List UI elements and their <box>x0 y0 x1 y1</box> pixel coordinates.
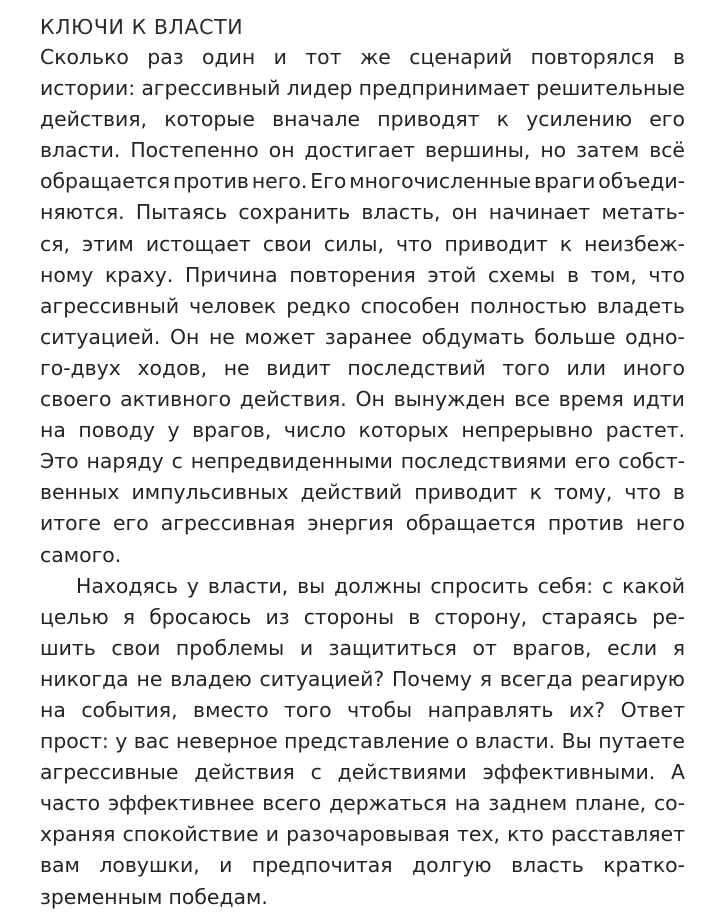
word: со- <box>653 791 685 816</box>
text-line <box>40 197 685 228</box>
word: истории: <box>40 76 136 101</box>
word: неизбеж- <box>584 231 685 256</box>
word: никогда <box>40 666 129 691</box>
word: от <box>472 635 497 660</box>
word: и <box>265 822 279 847</box>
word: врагов, <box>512 635 592 660</box>
word: этой <box>427 262 477 287</box>
word: больше <box>534 324 616 349</box>
text-line <box>40 322 685 353</box>
word: краху. <box>104 262 174 287</box>
word: у <box>167 418 180 443</box>
word: и <box>273 45 287 69</box>
word: в <box>672 45 685 69</box>
word: человек <box>189 293 277 318</box>
text-line <box>40 477 685 508</box>
word: победам. <box>168 884 268 909</box>
word: обращается <box>405 511 536 536</box>
word: не <box>208 324 235 349</box>
word: что <box>624 480 661 505</box>
word: заранее <box>324 324 412 349</box>
word: против <box>173 169 249 194</box>
text-line <box>40 135 685 166</box>
word: активного <box>120 387 232 412</box>
word: все <box>514 387 550 412</box>
text-line <box>40 291 685 322</box>
word: итоге <box>40 511 101 536</box>
word: долгую <box>412 853 492 878</box>
word: всё <box>649 138 685 163</box>
word: него <box>635 511 685 536</box>
word: путаете <box>598 729 685 754</box>
word: что <box>396 231 433 256</box>
word: власти, <box>207 573 289 598</box>
word: целью <box>40 604 109 629</box>
word: которые <box>164 107 255 132</box>
word: решительные <box>536 76 685 101</box>
word: время <box>558 387 624 412</box>
word: в <box>672 480 685 505</box>
word: импульсивных <box>131 480 289 505</box>
word: ловушки, <box>99 853 200 878</box>
word: спросить <box>430 573 529 598</box>
word: у <box>115 729 128 754</box>
word: агрессивный <box>40 293 180 318</box>
word: видит <box>266 355 331 380</box>
word: действиями <box>337 760 467 785</box>
word: из <box>265 604 290 629</box>
word: чтобы <box>347 697 413 722</box>
word: не <box>223 355 250 380</box>
word: реагирую <box>580 666 685 691</box>
word: истощает <box>145 231 251 256</box>
word: к <box>496 107 509 132</box>
word: всего <box>262 791 322 816</box>
word: неверное <box>175 729 278 754</box>
word: шить <box>40 635 96 660</box>
word: Его <box>310 169 347 194</box>
word: расставляет <box>551 822 685 847</box>
text-line <box>40 757 685 788</box>
word: Ответ <box>620 697 685 722</box>
word: и <box>219 853 233 878</box>
word: агрессивные <box>40 760 179 785</box>
word: тому, <box>554 480 613 505</box>
paragraph-2 <box>40 571 685 913</box>
text-line <box>40 602 685 633</box>
word: него. <box>251 169 308 194</box>
word: приводит <box>414 480 518 505</box>
word: один <box>202 45 256 69</box>
text-line <box>40 260 685 291</box>
word: и <box>299 635 314 660</box>
word: повторялся <box>530 45 655 69</box>
word: действия, <box>40 107 148 132</box>
word: вам <box>40 853 80 878</box>
text-line <box>40 166 685 197</box>
word: ходов, <box>137 355 208 380</box>
word: заднем <box>488 791 568 816</box>
text-line <box>40 819 685 850</box>
word: вынужден <box>393 387 506 412</box>
word: власть <box>511 853 584 878</box>
word: этим <box>82 231 134 256</box>
word: но <box>540 138 567 163</box>
word: его <box>574 449 611 474</box>
word: Он <box>169 324 200 349</box>
text-line <box>40 695 685 726</box>
word: часто <box>40 791 101 816</box>
word: редко <box>286 293 351 318</box>
text-line <box>40 446 685 477</box>
page-title: КЛЮЧИ К ВЛАСТИ <box>40 15 244 39</box>
text-line <box>40 788 685 819</box>
word: последствиями <box>400 449 567 474</box>
word: схемы <box>487 262 556 287</box>
word: агрессивная <box>160 511 296 536</box>
word: плане, <box>574 791 647 816</box>
word: его <box>649 107 685 132</box>
word: того <box>502 355 550 380</box>
word: ному <box>40 262 94 287</box>
text-line <box>40 73 685 104</box>
word: полностью <box>469 293 587 318</box>
word: Он <box>355 387 385 412</box>
word: бросаюсь <box>149 604 252 629</box>
word: владеть <box>596 293 685 318</box>
word: венных <box>40 480 120 505</box>
word: направлять <box>427 697 554 722</box>
word: непредвиденными <box>190 449 393 474</box>
word: он <box>268 138 295 163</box>
word: агрессивный <box>141 76 281 101</box>
text-line <box>40 571 685 602</box>
word: Сколько <box>40 45 129 69</box>
word: няются. <box>40 200 125 225</box>
word: тот <box>305 45 342 69</box>
word: действия <box>194 760 295 785</box>
word: многочисленные <box>349 169 532 194</box>
word: его <box>112 511 149 536</box>
word: представление <box>284 729 450 754</box>
word: го-двух <box>40 355 121 380</box>
word: на <box>40 418 66 443</box>
word: последствий <box>347 355 486 380</box>
word: Это <box>40 449 79 474</box>
text-line <box>40 229 685 260</box>
word: я <box>479 666 493 691</box>
word: обдумать <box>421 324 525 349</box>
word: к <box>559 231 573 256</box>
word: действия. <box>239 387 347 412</box>
word: Почему <box>392 666 472 691</box>
word: с <box>171 449 183 474</box>
word: в <box>408 604 421 629</box>
word: разочаровывая <box>286 822 450 847</box>
word: обращается <box>40 169 171 194</box>
word: власти. <box>40 138 121 163</box>
word: сохранить <box>238 200 351 225</box>
word: храняя <box>40 822 116 847</box>
word: достигает <box>304 138 416 163</box>
word: свои <box>111 635 161 660</box>
word: начинает <box>488 200 591 225</box>
word: идти <box>632 387 685 412</box>
paragraph-1 <box>40 42 685 571</box>
word: затем <box>576 138 640 163</box>
word: эффективнее <box>107 791 255 816</box>
word: энергия <box>307 511 394 536</box>
text-line <box>40 540 685 571</box>
word: держаться <box>329 791 447 816</box>
word: приводит <box>444 231 548 256</box>
word: число <box>283 418 346 443</box>
word: своего <box>40 387 112 412</box>
word: если <box>607 635 658 660</box>
word: я <box>122 604 136 629</box>
word: я <box>672 635 685 660</box>
document-body <box>40 42 685 913</box>
word: ре- <box>652 604 685 629</box>
word: с <box>602 573 614 598</box>
word: против <box>547 511 624 536</box>
word: спокойствие <box>122 822 259 847</box>
word: их? <box>568 697 606 722</box>
word: Находясь <box>76 573 178 598</box>
word: вершины, <box>425 138 531 163</box>
word: проблемы <box>175 635 285 660</box>
word: растет. <box>605 418 685 443</box>
word: объеди- <box>598 169 685 194</box>
word: того <box>284 697 332 722</box>
word: ситуацией. <box>40 324 161 349</box>
word: силы, <box>323 231 384 256</box>
word: должны <box>334 573 422 598</box>
word: способен <box>360 293 460 318</box>
word: события, <box>81 697 178 722</box>
word: всегда <box>499 666 573 691</box>
word: эффективными. <box>482 760 656 785</box>
word: А <box>671 760 685 785</box>
word: приводят <box>377 107 480 132</box>
word: стараясь <box>541 604 638 629</box>
word: собст- <box>618 449 685 474</box>
word: непрерывно <box>461 418 593 443</box>
word: поводу <box>78 418 155 443</box>
word: в <box>566 262 579 287</box>
word: защититься <box>328 635 457 660</box>
word: усилению <box>526 107 633 132</box>
text-line <box>40 726 685 757</box>
word: врагов, <box>192 418 272 443</box>
word: раз <box>147 45 184 69</box>
word: кто <box>507 822 544 847</box>
word: он <box>451 200 478 225</box>
word: предпочитая <box>251 853 393 878</box>
word: самого. <box>40 542 122 567</box>
word: владею <box>170 666 252 691</box>
word: с <box>310 760 322 785</box>
word: повторения <box>289 262 416 287</box>
word: о <box>455 729 469 754</box>
word: себя: <box>537 573 594 598</box>
word: вначале <box>272 107 361 132</box>
word: тех, <box>456 822 500 847</box>
text-line <box>40 664 685 695</box>
word: метать- <box>601 200 685 225</box>
word: ситуацией? <box>259 666 385 691</box>
word: к <box>529 480 542 505</box>
word: же <box>359 45 391 69</box>
text-line <box>40 882 685 913</box>
word: вы <box>297 573 326 598</box>
word: Вы <box>561 729 592 754</box>
word: стороны <box>303 604 395 629</box>
word: действий <box>300 480 403 505</box>
word: Постепенно <box>130 138 259 163</box>
word: которых <box>358 418 449 443</box>
word: наряду <box>86 449 164 474</box>
word: иного <box>622 355 685 380</box>
word: кратко- <box>603 853 685 878</box>
word: предпринимает <box>358 76 530 101</box>
text-line <box>40 850 685 881</box>
word: враги <box>533 169 596 194</box>
word: ся, <box>40 231 70 256</box>
word: что <box>648 262 685 287</box>
word: на <box>40 697 66 722</box>
word: или <box>566 355 607 380</box>
word: Пытаясь <box>135 200 228 225</box>
word: Причина <box>184 262 278 287</box>
text-line <box>40 104 685 135</box>
word: вас <box>133 729 170 754</box>
word: вместо <box>193 697 269 722</box>
text-line <box>40 353 685 384</box>
word: лидер <box>286 76 353 101</box>
word: прост: <box>40 729 109 754</box>
word: сценарий <box>409 45 513 69</box>
word: может <box>244 324 316 349</box>
word: свои <box>262 231 312 256</box>
word: сторону, <box>434 604 528 629</box>
text-line <box>40 384 685 415</box>
word: власть, <box>361 200 441 225</box>
word: одно- <box>625 324 685 349</box>
text-line <box>40 415 685 446</box>
word: том, <box>590 262 637 287</box>
word: у <box>186 573 199 598</box>
word: зременным <box>40 884 163 909</box>
word: на <box>454 791 481 816</box>
word: не <box>136 666 163 691</box>
word: власти. <box>474 729 556 754</box>
text-line <box>40 508 685 539</box>
text-line <box>40 633 685 664</box>
text-line <box>40 42 685 73</box>
word: какой <box>622 573 685 598</box>
